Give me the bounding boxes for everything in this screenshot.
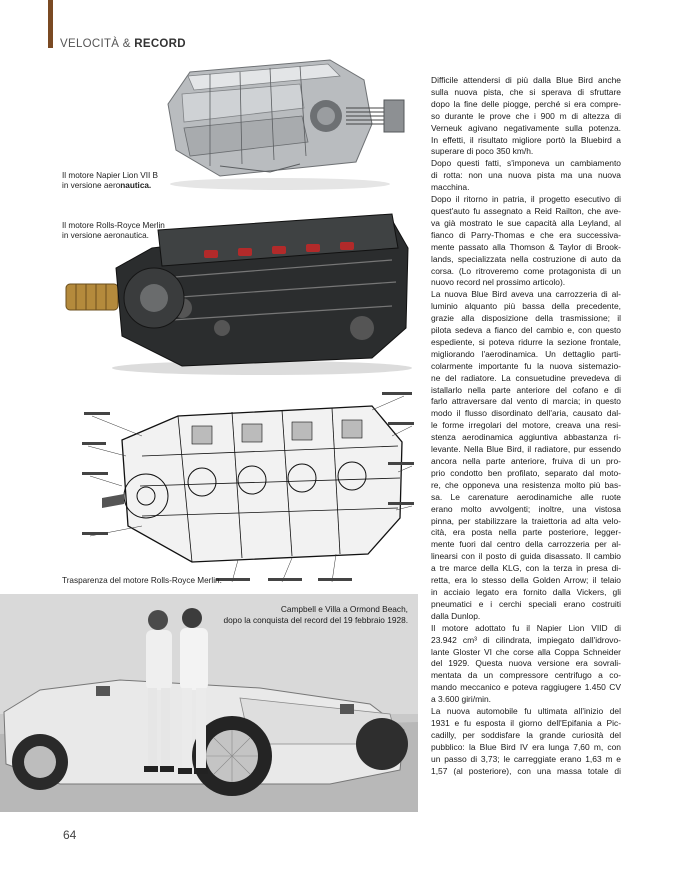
article-line: Dopo il ritorno in patria, il progetto esecutivo di xyxy=(431,194,621,205)
bluebird-photo xyxy=(0,594,418,812)
article-line: La nuova automobile fu ultimata all'inizio del xyxy=(431,706,621,717)
article-line: ne del radiatore. La consuetudine prevedeva di xyxy=(431,372,621,383)
napier-caption-line2 xyxy=(62,181,158,191)
merlin-cutaway-drawing xyxy=(82,386,414,586)
article-body xyxy=(431,75,621,777)
article-line: colarmente importante fu la nuova sistemazio- xyxy=(431,360,621,371)
article-line: pinna, per stabilizzare la traiettoria ad alta velo- xyxy=(431,515,621,526)
article-line: un passo di 3,73; le carreggiate erano 1,63 m e xyxy=(431,753,621,764)
article-line: sulla nuova pista, che si sperava di sfruttare xyxy=(431,86,621,97)
article-line: superare di poco 350 km/h. xyxy=(431,146,534,157)
article-line: a tre marce della KLG, con la terza in presa di- xyxy=(431,563,621,574)
article-line: lante Gloster VI che corse alla Coppa Schneider xyxy=(431,646,621,657)
article-line: macchina. xyxy=(431,182,470,193)
merlin-caption-line1: Il motore Rolls-Royce Merlin xyxy=(62,221,165,230)
article-line: levante. Nella Blue Bird, il radiatore, pur essendo xyxy=(431,444,621,455)
photo-caption xyxy=(223,604,408,625)
article-line: La nuova Blue Bird aveva una carrozzeria di al- xyxy=(431,289,621,300)
article-line: prio condotto ben profilato, separato dal moto- xyxy=(431,467,621,478)
article-line: 23.942 cm³ di cilindrata, impiegato dall'idrovo- xyxy=(431,634,621,645)
article-line: mando meccanico e poteva raggiugere 1.450 CV xyxy=(431,682,621,693)
article-line: erano molto avvolgenti; inoltre, una vistosa xyxy=(431,503,621,514)
article-line: dopo la fine delle piogge, perché si era compre- xyxy=(431,98,621,109)
article-line: migliorando l'aerodinamica. Un dettaglio parti- xyxy=(431,348,621,359)
article-line: luminio alquanto più bassa della precedente, xyxy=(431,301,621,312)
article-line: va già mostrato le sue capacità alla Leyland, al xyxy=(431,217,621,228)
section-title-light: VELOCITÀ & xyxy=(60,38,131,50)
article-line: Dopo questi fatti, s'imponeva un cambiamento xyxy=(431,158,621,169)
article-line: grazie alla disposizione della trasmissione; il xyxy=(431,313,621,324)
article-line: espediente, si poteva ridurre la sezione frontale, xyxy=(431,336,621,347)
merlin-caption-line2: in versione aeronautica. xyxy=(62,231,149,240)
article-line: pubblico: la Blue Bird IV era lunga 7,60 m, con xyxy=(431,741,621,752)
napier-caption-line1: Il motore Napier Lion VII B xyxy=(62,171,159,180)
accent-bar xyxy=(48,0,53,48)
article-line: so durante le prove che i 900 m di altezza di xyxy=(431,110,621,121)
article-line: pilota sedeva a fianco del cambio e, con questo xyxy=(431,325,621,336)
article-line: farlo attraversare dal vento di marcia; in questo xyxy=(431,396,621,407)
article-line: a 3.600 giri/min. xyxy=(431,694,492,705)
article-line: ancora nella parte anteriore, fruiva di un pro- xyxy=(431,456,621,466)
article-line: mente fuori dal centro della carrozzeria per al- xyxy=(431,539,621,550)
article-line: lands, specializzata nella costruzione di auto da xyxy=(431,253,621,264)
article-line: cità, era posta nella parte posteriore, legger- xyxy=(431,527,621,538)
article-line: 1,57 (al posteriore), con una massa totale di xyxy=(431,765,621,776)
article-line: 1931 e fu esposta il giorno dell'Epifania a Pic- xyxy=(431,717,621,728)
article-line: linearsi con il posto di guida disassato. Il cambio xyxy=(431,551,621,562)
photo-caption-line2: dopo la conquista del record del 19 febbraio 1928. xyxy=(223,614,408,625)
article-line: mentata da un compressore centrifugo a co- xyxy=(431,670,621,681)
napier-caption xyxy=(62,171,158,191)
napier-engine-image xyxy=(150,46,412,192)
article-line: Verneuk agivano negativamente sulla potenza. xyxy=(431,122,621,133)
article-line: le forme irregolari del motore, creava una resi- xyxy=(431,420,621,431)
article-line: pneumatici e i cerchi speciali erano costruiti xyxy=(431,598,621,609)
article-line: In effetti, il risultato migliore portò la Bluebird a xyxy=(431,134,621,145)
photo-caption-line1: Campbell e Villa a Ormond Beach, xyxy=(280,604,408,614)
napier-caption-line2-pre: in versione aero xyxy=(62,181,121,190)
article-line: del 1929. Questa nuova versione era sovrali- xyxy=(431,658,621,669)
article-line: Difficile attendersi di più dalla Blue Bird anche xyxy=(431,75,621,85)
napier-caption-line2-bold: nautica. xyxy=(120,181,152,190)
article-line: in acciaio legato era fornito dalla Vickers, gli xyxy=(431,586,621,597)
article-line: retta, era lo stesso della Golden Arrow; il telaio xyxy=(431,575,621,586)
article-line: mente passato alla Thomson & Taylor di Brook- xyxy=(431,241,621,252)
article-line: modo il flusso disordinato dell'aria, causato dal- xyxy=(431,408,621,419)
page-number: 64 xyxy=(63,828,77,842)
article-line: re, che opponeva una resistenza molto più bas- xyxy=(431,479,621,490)
article-line: di rotta: non una nuova pista ma una nuova xyxy=(431,170,621,181)
article-line: corsa. (Lo ritroveremo come protagonista di un xyxy=(431,265,621,276)
article-line: Il motore adottato fu il Napier Lion VIID di xyxy=(431,622,621,633)
article-line: fianco di Parry-Thomas e che era successiva- xyxy=(431,229,621,240)
article-line: quest'auto fu assegnato a Reid Railton, che ave- xyxy=(431,205,621,216)
article-line: cadilly, per soddisfare la grande curiosità del xyxy=(431,729,621,740)
article-line: istallarlo nella parte anteriore del cofano e di xyxy=(431,384,621,395)
article-line: dalla Dunlop. xyxy=(431,610,481,621)
article-line: sa. Le carenature aerodinamiche alle ruote xyxy=(431,491,621,502)
article-line: stenza aerodinamica aggiuntiva abbastanza ri- xyxy=(431,432,621,443)
section-title-bold: RECORD xyxy=(134,38,186,50)
merlin-caption xyxy=(62,221,165,241)
cutaway-caption: Trasparenza del motore Rolls-Royce Merlin. xyxy=(62,576,222,585)
article-line: nuovo record nel prossimo articolo). xyxy=(431,277,566,288)
